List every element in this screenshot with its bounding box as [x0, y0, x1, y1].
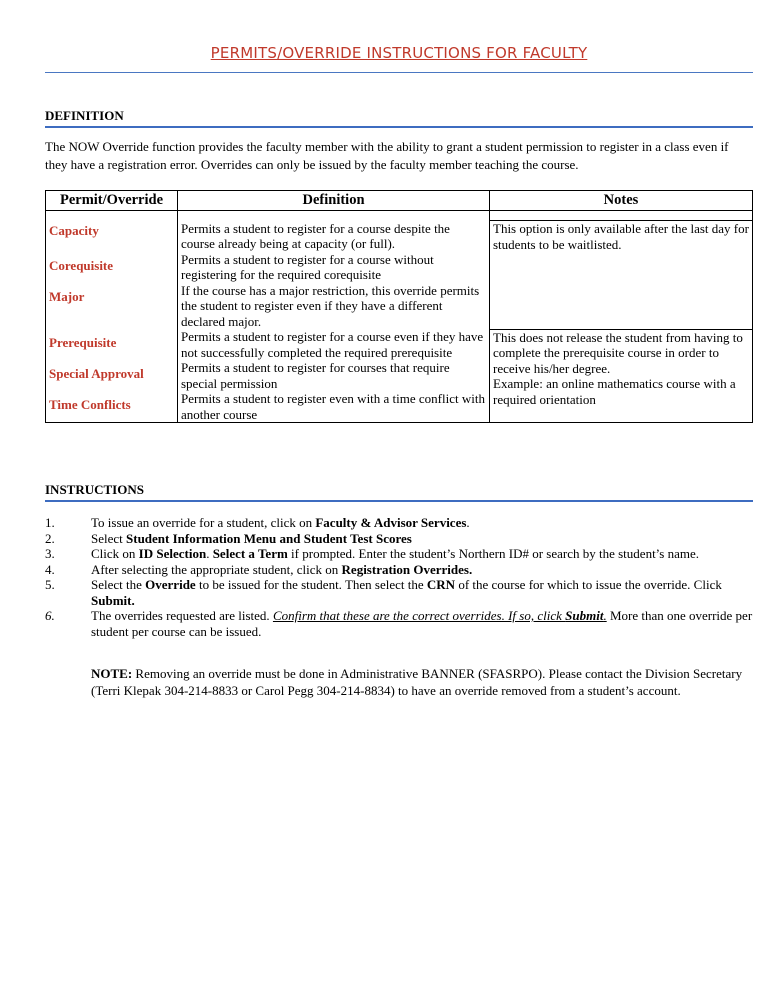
override-definition: Permits a student to register for a course even if they have not successfully completed the required prerequisite: [178, 329, 490, 360]
override-table: [45, 190, 753, 423]
list-item: 1. To issue an override for a student, click on Faculty & Advisor Services.: [45, 515, 470, 530]
menu-reference: Submit.: [91, 592, 135, 608]
menu-reference: Faculty & Advisor Services: [315, 515, 467, 530]
emphasis-text: Confirm that these are the correct overrides. If so, click Submit.: [272, 608, 607, 623]
override-notes: This option is only available after the last day for students to be waitlisted.: [490, 221, 753, 330]
menu-reference: CRN: [426, 577, 456, 592]
instructions-heading: INSTRUCTIONS: [45, 482, 753, 498]
title-divider: [45, 72, 753, 73]
list-item: 4. After selecting the appropriate student, click on Registration Overrides.: [45, 561, 473, 577]
list-item: 3. Click on ID Selection. Select a Term if prompted. Enter the student’s Northern ID# or search by the student’s name.: [45, 546, 699, 561]
override-definition: Permits a student to register for a course without registering for the required corequisite: [178, 252, 490, 283]
table-row: [46, 221, 753, 252]
note-paragraph: [91, 665, 753, 699]
definition-heading: DEFINITION: [45, 108, 753, 124]
list-item: 5. Select the Override to be issued for the student. Then select the CRN of the course for which to issue the override. Click Submit.: [45, 577, 722, 608]
table-header-row: [46, 191, 753, 211]
table-row: [46, 329, 753, 360]
override-type: Special Approval: [46, 360, 178, 391]
table-header: Definition: [178, 191, 490, 211]
menu-reference: Registration Overrides.: [341, 561, 473, 577]
override-definition: Permits a student to register for courses that require special permission: [178, 360, 490, 391]
list-item: 6. The overrides requested are listed. Confirm that these are the correct overrides. If so, click Submit. More than one override per student per course can be issued.: [45, 608, 753, 639]
override-type: Time Conflicts: [46, 391, 178, 423]
definition-divider: [45, 126, 753, 128]
menu-reference: ID Selection: [138, 546, 207, 561]
instruction-list: [45, 515, 753, 639]
override-definition: If the course has a major restriction, this override permits the student to register even if they have a different declared major.: [178, 283, 490, 330]
note-label: NOTE:: [91, 666, 133, 681]
instructions-divider: [45, 500, 753, 502]
menu-reference: Override: [145, 577, 196, 592]
table-header: Permit/Override: [46, 191, 178, 211]
list-item: 2. Select Student Information Menu and Student Test Scores: [45, 530, 412, 546]
table-header: Notes: [490, 191, 753, 211]
override-notes: This does not release the student from having to complete the prerequisite course in order to receive his/her degree. Example: an online mathematics course with a required orientation: [490, 329, 753, 423]
override-type: Major: [46, 283, 178, 330]
page-title: PERMITS/OVERRIDE INSTRUCTIONS FOR FACULTY: [210, 44, 588, 62]
menu-reference: Select a Term: [212, 546, 288, 561]
note-text: Removing an override must be done in Administrative BANNER (SFASRPO). Please contact the Division Secretary (Terri Klepak 304-214-8833 or Carol Pegg 304-214-8834) to have an override removed from a student’s account.: [91, 666, 743, 698]
definition-paragraph: The NOW Override function provides the faculty member with the ability to grant a student permission to register in a class even if they have a registration error. Overrides can only be issued by the faculty member teaching the course.: [45, 139, 729, 172]
menu-reference: Student Information Menu and Student Test Scores: [126, 530, 412, 546]
override-definition: Permits a student to register even with a time conflict with another course: [178, 391, 490, 423]
override-type: Corequisite: [46, 252, 178, 283]
override-type: Prerequisite: [46, 329, 178, 360]
override-definition: Permits a student to register for a course despite the course already being at capacity (or full).: [178, 221, 490, 252]
override-type: Capacity: [46, 221, 178, 252]
